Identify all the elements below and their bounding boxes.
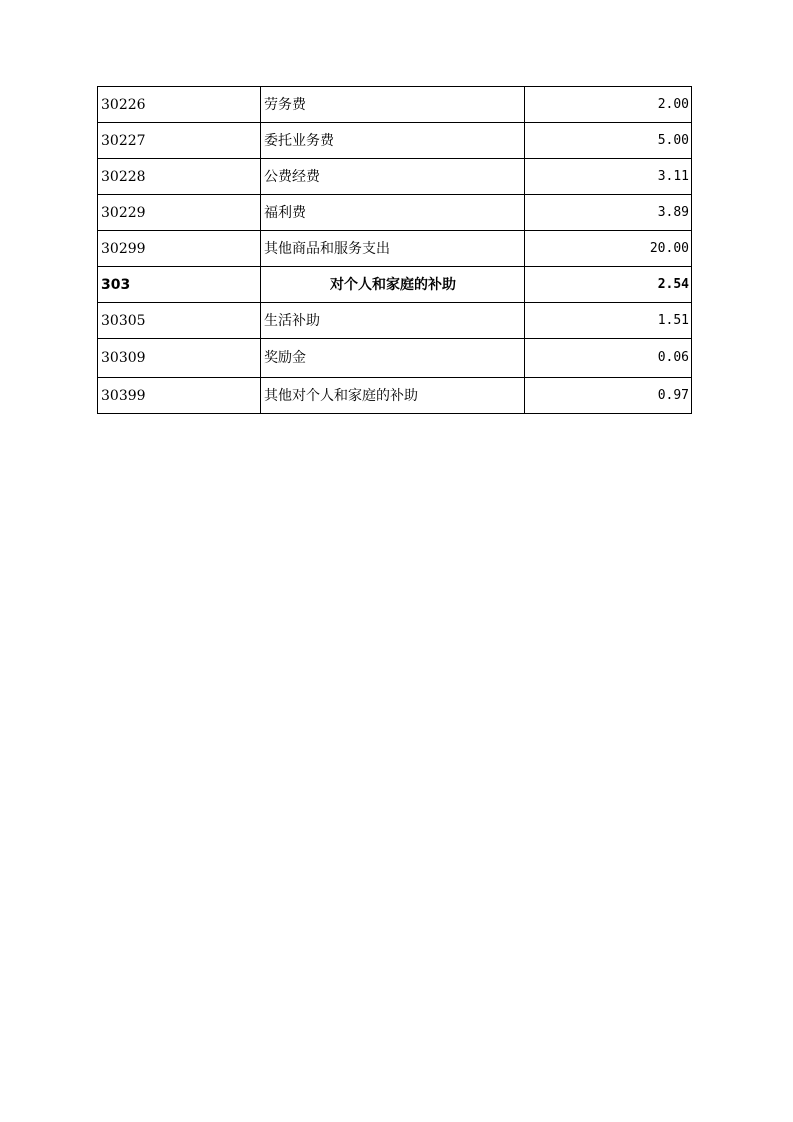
row-name: 对个人和家庭的补助: [261, 267, 525, 303]
row-amount: 2.00: [525, 87, 692, 123]
row-code: 303: [98, 267, 261, 303]
expenditure-table: [97, 86, 692, 414]
row-code: 30299: [98, 231, 261, 267]
table-row: [98, 303, 692, 339]
row-amount: 0.97: [525, 378, 692, 414]
row-code: 30228: [98, 159, 261, 195]
row-name: 其他对个人和家庭的补助: [261, 378, 525, 414]
row-name: 其他商品和服务支出: [261, 231, 525, 267]
row-amount: 3.11: [525, 159, 692, 195]
row-code: 30309: [98, 339, 261, 378]
row-name: 奖励金: [261, 339, 525, 378]
row-code: 30227: [98, 123, 261, 159]
row-name: 劳务费: [261, 87, 525, 123]
row-amount: 5.00: [525, 123, 692, 159]
row-code: 30399: [98, 378, 261, 414]
table-row: [98, 87, 692, 123]
row-amount: 3.89: [525, 195, 692, 231]
row-code: 30226: [98, 87, 261, 123]
row-amount: 20.00: [525, 231, 692, 267]
row-code: 30229: [98, 195, 261, 231]
row-name: 委托业务费: [261, 123, 525, 159]
table-row: [98, 123, 692, 159]
row-amount: 2.54: [525, 267, 692, 303]
table-row: [98, 159, 692, 195]
row-amount: 1.51: [525, 303, 692, 339]
row-code: 30305: [98, 303, 261, 339]
row-name: 公费经费: [261, 159, 525, 195]
row-amount: 0.06: [525, 339, 692, 378]
table-row: [98, 195, 692, 231]
table-row: [98, 378, 692, 414]
table-row: [98, 231, 692, 267]
table-row: [98, 339, 692, 378]
row-name: 生活补助: [261, 303, 525, 339]
row-name: 福利费: [261, 195, 525, 231]
subtotal-row: [98, 267, 692, 303]
